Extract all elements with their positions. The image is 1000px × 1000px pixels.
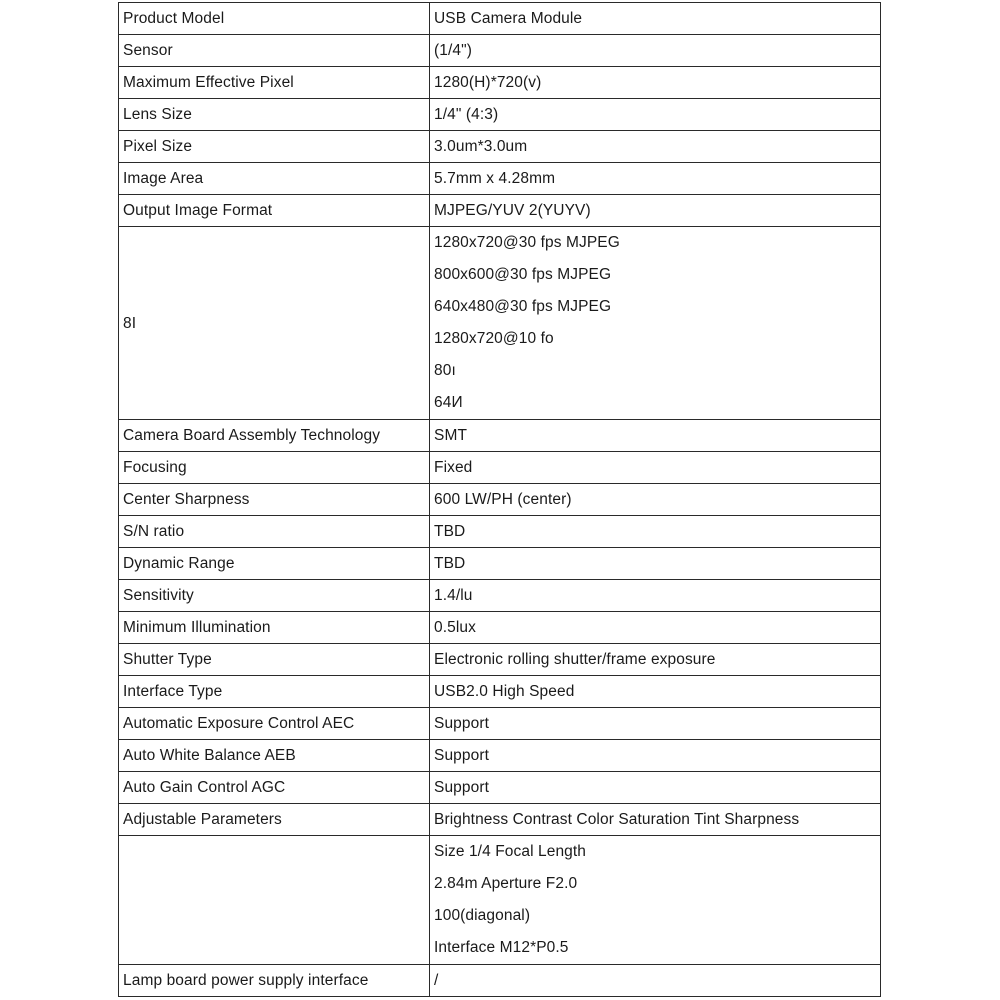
row-label: Maximum Effective Pixel xyxy=(119,67,430,99)
row-label: Sensitivity xyxy=(119,580,430,612)
resolution-row xyxy=(119,227,881,420)
row-value: / xyxy=(430,965,881,997)
lens-line: 2.84m Aperture F2.0 xyxy=(434,875,578,892)
table-row xyxy=(119,612,881,644)
table-row xyxy=(119,35,881,67)
resolution-label: 8I xyxy=(119,227,430,420)
row-label: Pixel Size xyxy=(119,131,430,163)
row-value: MJPEG/YUV 2(YUYV) xyxy=(430,195,881,227)
row-label: Camera Board Assembly Technology xyxy=(119,420,430,452)
resolution-line: 800x600@30 fps MJPEG xyxy=(434,266,612,283)
row-value: Support xyxy=(430,708,881,740)
row-value: 600 LW/PH (center) xyxy=(430,484,881,516)
resolution-line: 1280x720@30 fps MJPEG xyxy=(434,234,620,251)
row-label: Sensor xyxy=(119,35,430,67)
resolution-line: 640x480@30 fps MJPEG xyxy=(434,298,612,315)
row-value: 1280(H)*720(v) xyxy=(430,67,881,99)
row-value: 0.5lux xyxy=(430,612,881,644)
row-label: Product Model xyxy=(119,3,430,35)
table-row xyxy=(119,131,881,163)
row-value: TBD xyxy=(430,548,881,580)
table-row xyxy=(119,580,881,612)
table-row xyxy=(119,804,881,836)
table-row xyxy=(119,772,881,804)
table-row xyxy=(119,516,881,548)
row-label: Lamp board power supply interface xyxy=(119,965,430,997)
row-value: 5.7mm x 4.28mm xyxy=(430,163,881,195)
row-value: (1/4") xyxy=(430,35,881,67)
table-row xyxy=(119,195,881,227)
row-value: Support xyxy=(430,740,881,772)
row-value: SMT xyxy=(430,420,881,452)
row-value: 1/4" (4:3) xyxy=(430,99,881,131)
row-value: Support xyxy=(430,772,881,804)
row-value: Brightness Contrast Color Saturation Tint Sharpness xyxy=(430,804,881,836)
row-label: S/N ratio xyxy=(119,516,430,548)
table-row xyxy=(119,452,881,484)
row-label: Minimum Illumination xyxy=(119,612,430,644)
lens-line: Interface M12*P0.5 xyxy=(434,939,569,956)
row-label: Focusing xyxy=(119,452,430,484)
table-row xyxy=(119,484,881,516)
spec-table xyxy=(118,2,881,997)
row-label: Lens Size xyxy=(119,99,430,131)
resolution-values xyxy=(430,227,881,420)
table-row xyxy=(119,548,881,580)
table-row xyxy=(119,67,881,99)
resolution-line: 1280x720@10 fo xyxy=(434,330,554,347)
row-label: Automatic Exposure Control AEC xyxy=(119,708,430,740)
row-label: Center Sharpness xyxy=(119,484,430,516)
row-value: 1.4/lu xyxy=(430,580,881,612)
lens-line: 100(diagonal) xyxy=(434,907,531,924)
row-label: Auto White Balance AEB xyxy=(119,740,430,772)
lens-row xyxy=(119,836,881,965)
table-row xyxy=(119,644,881,676)
row-value: 3.0um*3.0um xyxy=(430,131,881,163)
lens-line: Size 1/4 Focal Length xyxy=(434,843,587,860)
resolution-line: 80ı xyxy=(434,362,456,379)
row-label: Auto Gain Control AGC xyxy=(119,772,430,804)
spec-table-body xyxy=(119,3,881,997)
row-label: Dynamic Range xyxy=(119,548,430,580)
table-row xyxy=(119,420,881,452)
lens-label xyxy=(119,836,430,965)
row-label: Image Area xyxy=(119,163,430,195)
table-row xyxy=(119,163,881,195)
row-value: Electronic rolling shutter/frame exposure xyxy=(430,644,881,676)
table-row xyxy=(119,965,881,997)
row-value: TBD xyxy=(430,516,881,548)
table-row xyxy=(119,99,881,131)
table-row xyxy=(119,740,881,772)
row-label: Shutter Type xyxy=(119,644,430,676)
row-label: Adjustable Parameters xyxy=(119,804,430,836)
table-row xyxy=(119,676,881,708)
row-value: USB Camera Module xyxy=(430,3,881,35)
table-row xyxy=(119,3,881,35)
lens-values xyxy=(430,836,881,965)
table-row xyxy=(119,708,881,740)
resolution-line: 64И xyxy=(434,394,463,411)
row-value: USB2.0 High Speed xyxy=(430,676,881,708)
row-label: Interface Type xyxy=(119,676,430,708)
row-value: Fixed xyxy=(430,452,881,484)
row-label: Output Image Format xyxy=(119,195,430,227)
